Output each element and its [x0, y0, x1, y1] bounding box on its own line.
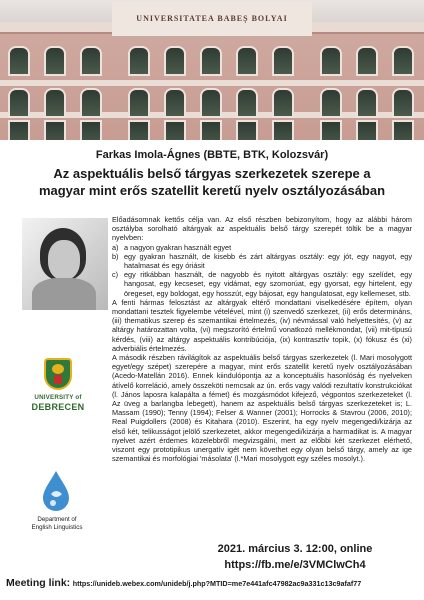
meeting-link-label: Meeting link: — [6, 577, 71, 589]
window — [272, 88, 294, 118]
university-name-line-2: DEBRECEN — [31, 402, 85, 412]
university-crest-icon — [44, 358, 72, 390]
window — [200, 46, 222, 76]
list-marker: a) — [112, 242, 119, 252]
building-sign: UNIVERSITATEA BABEȘ BOLYAI — [136, 14, 288, 23]
abstract-paragraph-3: A második részben rávilágítok az aspektuális belső tárgyas szerkezetek (l. Mari mosolygott egyet/egy szépet) szerepére a magyar, mint erős szatellit keretű nyelv osztályozásában (Acedo-Matellán 2016). Ennek kiindulópontja az a konceptuális hasonlóság és nyelveken átívelő korreláció, amely összeköti nemcsak az ún. erős vagy valódi rezultatív konstrukciókat (l. János laposra kalapálta a fémet) és mozgásmódot kifejező, végpontos szerkezeteket (l. Az üveg a barlangba lebegett), hanem az aspektuális belső tárgyas szerkezeteket is; L. Massam (1990); Tenny (1994); Felser & Wanner (2001); Horrocks & Stavrou (2006, 2010); Real Puigdollers (2008) és Kitahara (2010). Eszerint, ha egy nyelv megengedi/kizárja az első két, telikusságot jelölő szerkezetet, akkor megengedi/kizárja a harmadikat is. A magyar nyelvet azért érdemes közelebbről megvizsgálni, mert az előbbi két szerkezet elérhető, viszont egy prototipikus unergatív igét nem követhet egy olyan belső tárgy, amely az ige szemantikai és morfológiai 'másolata' (l.*Mari mosolygott egy széles mosolyt.). — [112, 353, 412, 464]
window — [320, 88, 342, 118]
list-item — [112, 252, 412, 270]
window — [356, 120, 378, 140]
window — [320, 46, 342, 76]
list-marker: c) — [112, 270, 119, 280]
window — [236, 120, 258, 140]
window — [80, 46, 102, 76]
window — [392, 88, 414, 118]
header-building-photo — [0, 0, 424, 140]
meeting-url[interactable]: https://unideb.webex.com/unideb/j.php?MTID=me7e441afc47982ac9a331c13c9afaf77 — [72, 579, 362, 588]
university-name-line-1: UNIVERSITY of — [34, 394, 82, 401]
window — [356, 46, 378, 76]
facebook-event-link[interactable]: https://fb.me/e/3VMClwCh4 — [224, 559, 366, 571]
abstract-paragraph-2: A fenti hármas felosztást az altárgyak eltérő mondattani viselkedésére építem, olyan mondattani tesztek figyelembe vételével, mint (i) szenvedő szerkezet, (ii) erős determináns, (iii) thematikus szerep és szemantikai értelmezés, (iv) névmással való helyettesítés, (v) az altárgy határozattan volta, (vi) megszorító értelmű vonatkozó mellékmondat, (vii) mit-típusú kérdés, (viii) az altárgy aspektuális kontribúciója, (ix) kontrasztív topik, (x) fókusz és (xi) adverbiális értelmezés. — [112, 297, 412, 353]
window — [44, 88, 66, 118]
talk-title-line-2: magyar mint erős szatellit keretű nyelv osztályozásában — [38, 183, 386, 198]
speaker-name: Farkas Imola-Ágnes (BBTE, BTK, Kolozsvár) — [95, 149, 329, 161]
window — [80, 88, 102, 118]
facade-band — [0, 80, 424, 86]
window — [164, 46, 186, 76]
window — [200, 120, 222, 140]
list-item — [112, 243, 412, 252]
window — [128, 120, 150, 140]
window — [44, 46, 66, 76]
list-item-text: egy gyakran használt, de kisebb és zárt altárgyas osztály: egy jót, egy nagyot, egy hatalmasat és egy óriásit — [124, 251, 412, 271]
window — [272, 120, 294, 140]
abstract-text — [112, 215, 412, 463]
window — [128, 88, 150, 118]
meeting-link — [6, 577, 420, 589]
window — [44, 120, 66, 140]
window — [392, 120, 414, 140]
window — [164, 88, 186, 118]
department-drop-icon — [42, 470, 70, 512]
event-datetime: 2021. március 3. 12:00, online — [217, 543, 373, 555]
window — [392, 46, 414, 76]
window — [8, 120, 30, 140]
window — [272, 46, 294, 76]
window — [356, 88, 378, 118]
talk-title — [10, 165, 414, 199]
window — [164, 120, 186, 140]
department-name-line-1: Department of — [37, 516, 77, 523]
department-name-line-2: English Linguistics — [31, 524, 83, 531]
window — [200, 88, 222, 118]
list-item-text: a nagyon gyakran használt egyet — [124, 242, 232, 252]
window — [128, 46, 150, 76]
list-marker: b) — [112, 251, 119, 261]
window — [8, 88, 30, 118]
window — [80, 120, 102, 140]
talk-title-line-1: Az aspektuális belső tárgyas szerkezetek szerepe a — [53, 166, 371, 181]
window — [236, 88, 258, 118]
list-item-text: egy ritkábban használt, de nagyobb és nyitott altárgyas osztály: egy szelídet, egy hangosat, egy kecseset, egy vidámat, egy szomorúat, egy gyorsat, egy hirtelent, egy öregeset, egy boldogat, egy hosszút, egy bájosat, egy hangulatosat, egy kellemeset, stb. — [124, 270, 412, 298]
speaker-photo — [22, 218, 108, 310]
list-item — [112, 270, 412, 298]
window — [236, 46, 258, 76]
window — [320, 120, 342, 140]
abstract-paragraph-1: Előadásomnak kettős célja van. Az első részben bebizonyítom, hogy az alábbi három osztályba sorolható altárgyak az aspektuális belső tárgy szerepét töltik be a magyar nyelvben: — [112, 215, 412, 243]
window — [8, 46, 30, 76]
